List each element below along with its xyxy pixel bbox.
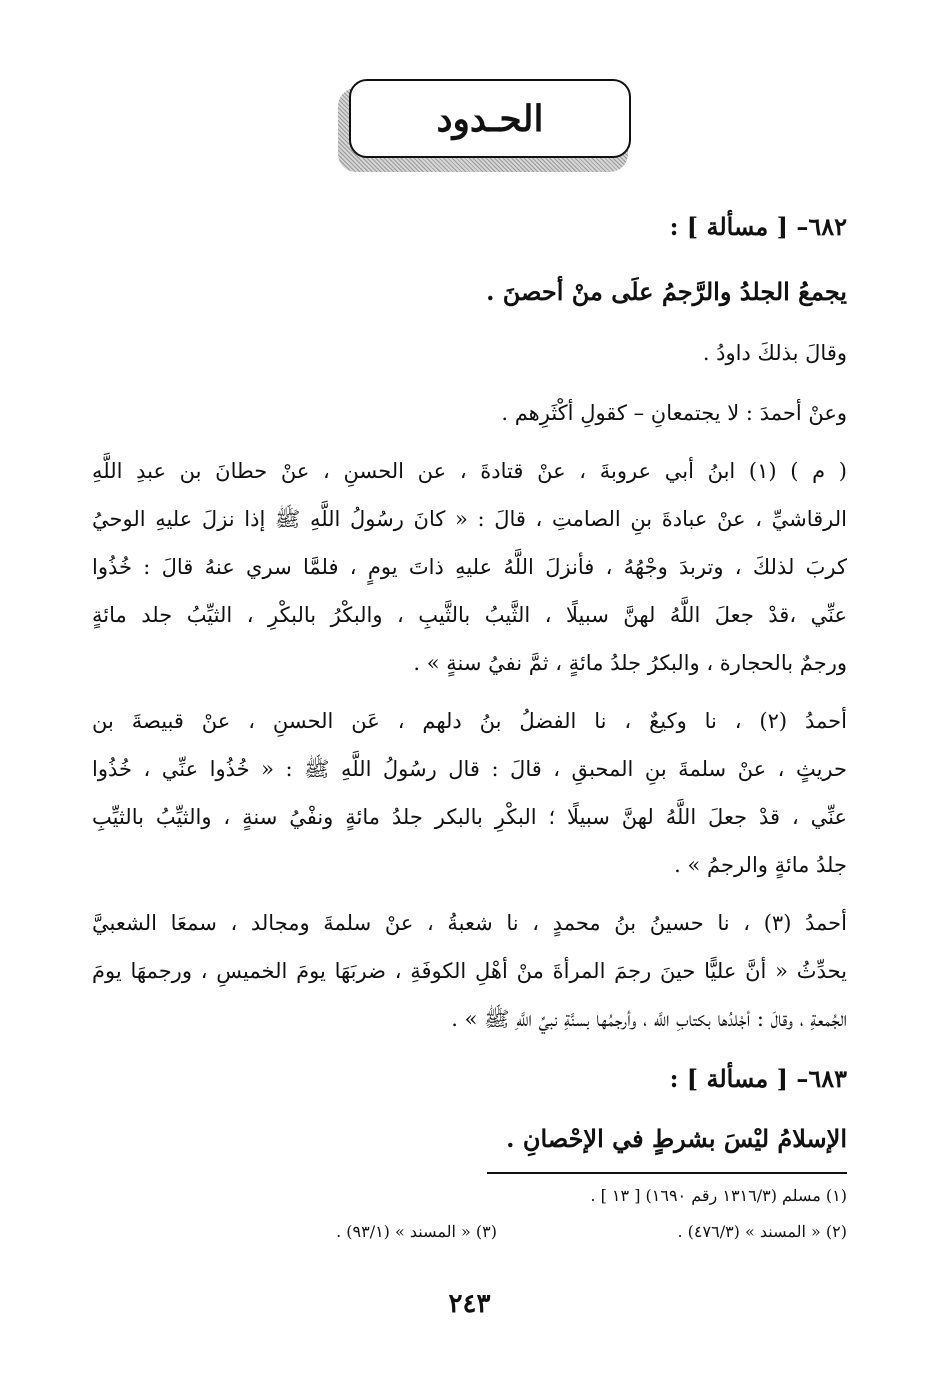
paragraph-line: عنِّي ،قدْ جعلَ اللَّهُ لهنَّ سبيلًا ، الثَّيبُ بالثَّيبِ ، والبكْرُ بالبكْرِ ، الثيِّبُ جلد مائةٍ: [92, 603, 847, 627]
view-ahmad: وعنْ أحمدَ : لا يجتمعانِ – كقولِ أكْثَرِهم .: [501, 401, 847, 425]
footnote-2: (٢) « المسند » (٤٧٦/٣) .: [677, 1222, 847, 1241]
chapter-title-box: [349, 79, 631, 158]
ruling-682: يجمعُ الجلدُ والرَّجمُ علَى منْ أحصنَ .: [486, 277, 847, 306]
paragraph-line: حريثٍ ، عنْ سلمةَ بنِ المحبقِ ، قالَ : قال رسُولُ اللَّهِ ﷺ : « خُذُوا عنِّي ، خُذُوا: [92, 757, 847, 781]
ruling-683: الإسلامُ ليْسَ بشرطٍ في الإحْصانِ .: [506, 1124, 847, 1153]
masala-heading-682: ٦٨٢– [ مسألة ] :: [669, 212, 847, 241]
footnote-1: (١) مسلم (١٣١٦/٣ رقم ١٦٩٠) [ ١٣ ] .: [590, 1186, 847, 1205]
paragraph-line: ورجمٌ بالحجارة ، والبكرُ جلدُ مائةٍ ، ثمَّ نفيُ سنةٍ » .: [413, 651, 847, 675]
view-dawud: وقالَ بذلكَ داودُ .: [702, 341, 847, 365]
footnote-separator: [487, 1172, 847, 1174]
paragraph-line: الجُمعةِ ، وقالَ : أجْلدُها بكتابِ اللَّه ، وأرجمُها بسنَّةِ نبيِّ اللَّهِ ﷺ » .: [451, 1007, 847, 1031]
chapter-title: الحـدود: [436, 97, 544, 140]
paragraph-line: الرقاشيِّ ، عنْ عبادةَ بنِ الصامتِ ، قالَ : « كانَ رسُولُ اللَّهِ ﷺ إذا نزلَ عليهِ الوحيُ: [92, 507, 847, 531]
paragraph-line: كربَ لذلكَ ، وتربدَ وجْهُهُ ، فأنزلَ اللَّهُ عليهِ ذاتَ يومٍ ، فلمَّا سري عنهُ قالَ : خُذُوا: [92, 555, 847, 579]
paragraph-line: أحمدُ (٢) ، نا وكيعٌ ، نا الفضلُ بنُ دلهم ، عَن الحسنِ ، عنْ قبيصةَ بن: [92, 709, 847, 733]
paragraph-line: يحدِّثُ « أنَّ عليًّا حينَ رجمَ المرأةَ منْ أهْلِ الكوفَةِ ، ضربَهَا يومَ الخميسِ ، ورجمهَا يومَ: [92, 959, 847, 983]
paragraph-line: أحمدُ (٣) ، نا حسينُ بنُ محمدٍ ، نا شعبةُ ، عنْ سلمةَ ومجالد ، سمعَا الشعبيَّ: [92, 911, 847, 935]
page-number: ٢٤٣: [448, 1289, 491, 1319]
paragraph-line: عنِّي ، قدْ جعلَ اللَّهُ لهنَّ سبيلًا ؛ البكْرِ بالبكر جلدُ مائةٍ ونفْيُ سنةٍ ، والثيِّبُ بالثيِّبِ: [92, 805, 847, 829]
masala-heading-683: ٦٨٣– [ مسألة ] :: [669, 1064, 847, 1093]
footnote-3: (٣) « المسند » (٩٣/١) .: [336, 1222, 497, 1241]
paragraph-line: جلدُ مائةٍ والرجمُ » .: [674, 853, 847, 877]
paragraph-line: ( م ) (١) ابنُ أبي عروبةَ ، عنْ قتادةَ ، عن الحسنِ ، عنْ حطانَ بن عبدِ اللَّهِ: [92, 459, 848, 483]
